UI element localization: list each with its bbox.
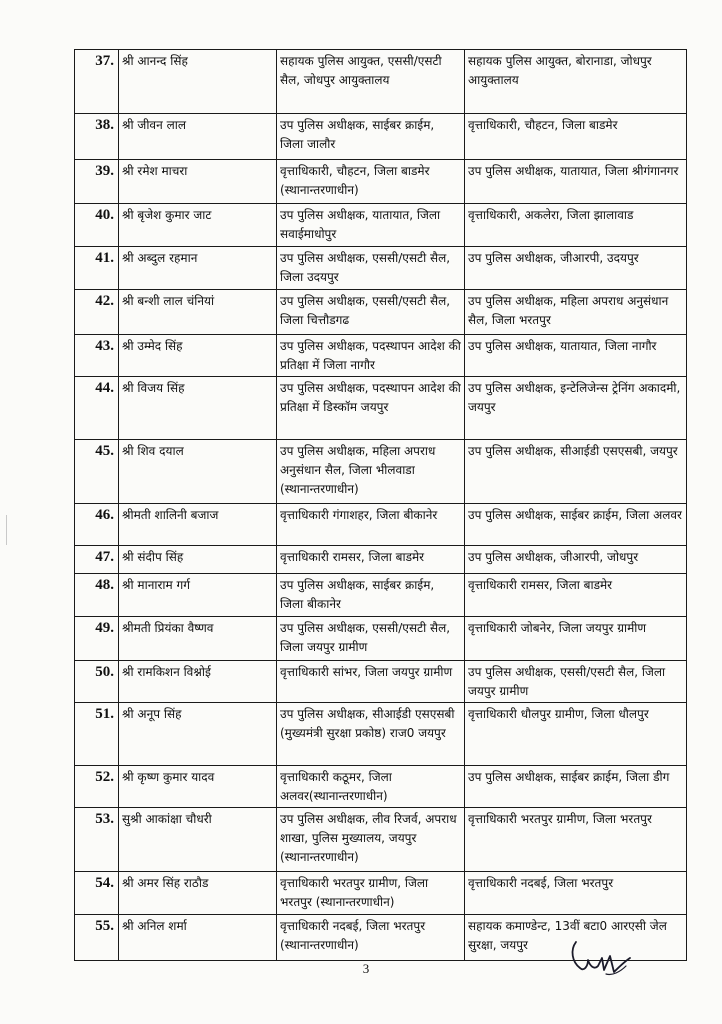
table-row: [75, 114, 687, 160]
current-posting: वृत्ताधिकारी रामसर, जिला बाडमेर: [277, 546, 465, 574]
scan-margin-mark: [6, 515, 7, 545]
new-posting: वृत्ताधिकारी नदबई, जिला भरतपुर: [465, 872, 687, 915]
signature-mark: [566, 936, 636, 986]
officer-name: श्री कृष्ण कुमार यादव: [119, 766, 277, 808]
serial-number: 55.: [75, 915, 119, 961]
current-posting: वृत्ताधिकारी सांभर, जिला जयपुर ग्रामीण: [277, 661, 465, 703]
current-posting: वृत्ताधिकारी, चौहटन, जिला बाडमेर (स्थानान्तरणाधीन): [277, 160, 465, 204]
serial-number: 47.: [75, 546, 119, 574]
current-posting: वृत्ताधिकारी भरतपुर ग्रामीण, जिला भरतपुर (स्थानान्तरणाधीन): [277, 872, 465, 915]
serial-number: 53.: [75, 808, 119, 872]
officer-name: श्री विजय सिंह: [119, 377, 277, 440]
table-row: [75, 808, 687, 872]
officer-name: श्री बृजेश कुमार जाट: [119, 204, 277, 247]
officer-name: श्रीमती शालिनी बजाज: [119, 504, 277, 546]
officer-name: श्री जीवन लाल: [119, 114, 277, 160]
serial-number: 43.: [75, 335, 119, 377]
serial-number: 54.: [75, 872, 119, 915]
serial-number: 49.: [75, 617, 119, 661]
officer-name: श्री शिव दयाल: [119, 440, 277, 504]
page-number: 3: [362, 961, 370, 976]
current-posting: उप पुलिस अधीक्षक, साईबर क्राईम, जिला बीकानेर: [277, 574, 465, 617]
new-posting: उप पुलिस अधीक्षक, एससी/एसटी सैल, जिला जयपुर ग्रामीण: [465, 661, 687, 703]
serial-number: 44.: [75, 377, 119, 440]
new-posting: सहायक कमाण्डेन्ट, 13वीं बटा0 आरएसी जेल सुरक्षा, जयपुर: [465, 915, 687, 961]
serial-number: 37.: [75, 50, 119, 114]
new-posting: उप पुलिस अधीक्षक, यातायात, जिला नागौर: [465, 335, 687, 377]
officer-name: श्री अब्दुल रहमान: [119, 247, 277, 290]
table-row: [75, 290, 687, 335]
officer-name: श्री उम्मेद सिंह: [119, 335, 277, 377]
officer-name: श्री अनूप सिंह: [119, 703, 277, 766]
new-posting: वृत्ताधिकारी, चौहटन, जिला बाडमेर: [465, 114, 687, 160]
table-row: [75, 204, 687, 247]
new-posting: वृत्ताधिकारी भरतपुर ग्रामीण, जिला भरतपुर: [465, 808, 687, 872]
serial-number: 52.: [75, 766, 119, 808]
current-posting: उप पुलिस अधीक्षक, यातायात, जिला सवाईमाधोपुर: [277, 204, 465, 247]
current-posting: उप पुलिस अधीक्षक, महिला अपराध अनुसंधान सैल, जिला भीलवाडा (स्थानान्तरणाधीन): [277, 440, 465, 504]
new-posting: उप पुलिस अधीक्षक, सीआईडी एसएसबी, जयपुर: [465, 440, 687, 504]
current-posting: उप पुलिस अधीक्षक, लीव रिजर्व, अपराध शाखा, पुलिस मुख्यालय, जयपुर (स्थानान्तरणाधीन): [277, 808, 465, 872]
officer-name: श्री बन्शी लाल चंनियां: [119, 290, 277, 335]
new-posting: उप पुलिस अधीक्षक, महिला अपराध अनुसंधान सैल, जिला भरतपुर: [465, 290, 687, 335]
new-posting: वृत्ताधिकारी, अकलेरा, जिला झालावाड: [465, 204, 687, 247]
current-posting: उप पुलिस अधीक्षक, पदस्थापन आदेश की प्रतिक्षा में जिला नागौर: [277, 335, 465, 377]
new-posting: उप पुलिस अधीक्षक, इन्टेलिजेन्स ट्रेनिंग अकादमी, जयपुर: [465, 377, 687, 440]
serial-number: 38.: [75, 114, 119, 160]
current-posting: वृत्ताधिकारी नदबई, जिला भरतपुर (स्थानान्तरणाधीन): [277, 915, 465, 961]
serial-number: 42.: [75, 290, 119, 335]
current-posting: उप पुलिस अधीक्षक, एससी/एसटी सैल, जिला चित्तौडगढ: [277, 290, 465, 335]
officer-name: श्री आनन्द सिंह: [119, 50, 277, 114]
new-posting: उप पुलिस अधीक्षक, साईबर क्राईम, जिला अलवर: [465, 504, 687, 546]
table-row: [75, 703, 687, 766]
table-row: [75, 872, 687, 915]
current-posting: वृत्ताधिकारी कठूमर, जिला अलवर(स्थानान्तरणाधीन): [277, 766, 465, 808]
current-posting: सहायक पुलिस आयुक्त, एससी/एसटी सैल, जोधपुर आयुक्तालय: [277, 50, 465, 114]
new-posting: उप पुलिस अधीक्षक, जीआरपी, जोधपुर: [465, 546, 687, 574]
current-posting: वृत्ताधिकारी गंगाशहर, जिला बीकानेर: [277, 504, 465, 546]
serial-number: 50.: [75, 661, 119, 703]
officer-name: सुश्री आकांक्षा चौधरी: [119, 808, 277, 872]
officer-name: श्री संदीप सिंह: [119, 546, 277, 574]
serial-number: 46.: [75, 504, 119, 546]
new-posting: उप पुलिस अधीक्षक, यातायात, जिला श्रीगंगानगर: [465, 160, 687, 204]
table-row: [75, 50, 687, 114]
officer-name: श्री रामकिशन विश्नोई: [119, 661, 277, 703]
serial-number: 48.: [75, 574, 119, 617]
serial-number: 40.: [75, 204, 119, 247]
new-posting: उप पुलिस अधीक्षक, जीआरपी, उदयपुर: [465, 247, 687, 290]
table-row: [75, 440, 687, 504]
officer-name: श्री अनिल शर्मा: [119, 915, 277, 961]
table-row: [75, 247, 687, 290]
table-row: [75, 504, 687, 546]
transfer-table: [74, 49, 687, 961]
new-posting: वृत्ताधिकारी रामसर, जिला बाडमेर: [465, 574, 687, 617]
current-posting: उप पुलिस अधीक्षक, एससी/एसटी सैल, जिला उदयपुर: [277, 247, 465, 290]
serial-number: 51.: [75, 703, 119, 766]
new-posting: वृत्ताधिकारी जोबनेर, जिला जयपुर ग्रामीण: [465, 617, 687, 661]
officer-name: श्री अमर सिंह राठौड: [119, 872, 277, 915]
table-row: [75, 546, 687, 574]
new-posting: उप पुलिस अधीक्षक, साईबर क्राईम, जिला डीग: [465, 766, 687, 808]
officer-name: श्री मानाराम गर्ग: [119, 574, 277, 617]
table-row: [75, 335, 687, 377]
serial-number: 41.: [75, 247, 119, 290]
current-posting: उप पुलिस अधीक्षक, साईबर क्राईम, जिला जालौर: [277, 114, 465, 160]
table-row: [75, 574, 687, 617]
officer-name: श्रीमती प्रियंका वैष्णव: [119, 617, 277, 661]
current-posting: उप पुलिस अधीक्षक, एससी/एसटी सैल, जिला जयपुर ग्रामीण: [277, 617, 465, 661]
table-row: [75, 617, 687, 661]
table-row: [75, 766, 687, 808]
officer-name: श्री रमेश माचरा: [119, 160, 277, 204]
table-row: [75, 160, 687, 204]
serial-number: 45.: [75, 440, 119, 504]
table-row: [75, 661, 687, 703]
serial-number: 39.: [75, 160, 119, 204]
current-posting: उप पुलिस अधीक्षक, पदस्थापन आदेश की प्रतिक्षा में डिस्कॉम जयपुर: [277, 377, 465, 440]
new-posting: वृत्ताधिकारी धौलपुर ग्रामीण, जिला धौलपुर: [465, 703, 687, 766]
new-posting: सहायक पुलिस आयुक्त, बोरानाडा, जोधपुर आयुक्तालय: [465, 50, 687, 114]
table-row: [75, 377, 687, 440]
current-posting: उप पुलिस अधीक्षक, सीआईडी एसएसबी (मुख्यमंत्री सुरक्षा प्रकोष्ठ) राज0 जयपुर: [277, 703, 465, 766]
